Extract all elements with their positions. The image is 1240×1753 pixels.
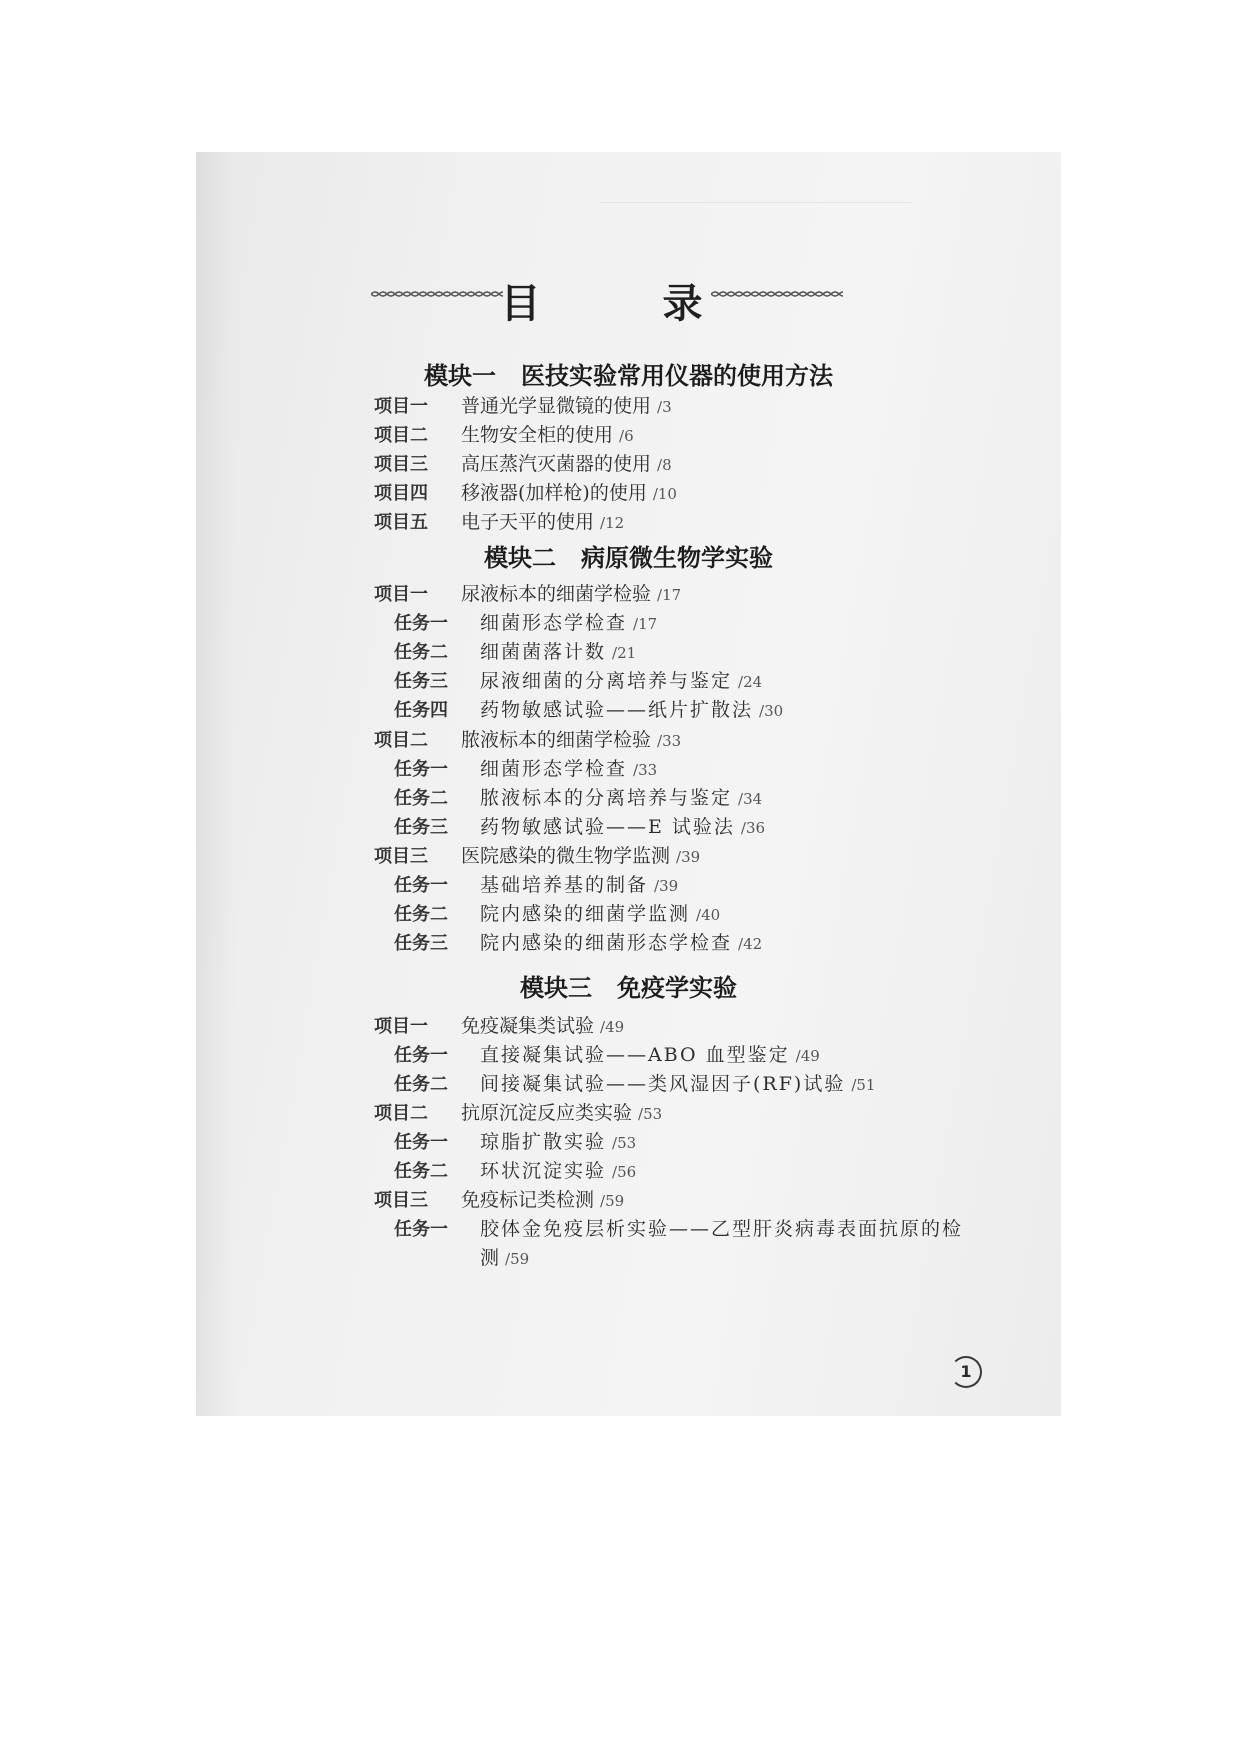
toc-entry: 项目三 免疫标记类检测 /59 [374, 1189, 625, 1211]
toc-subentry: 任务三 尿液细菌的分离培养与鉴定 /24 [394, 670, 763, 692]
toc-subentry: 任务二 脓液标本的分离培养与鉴定 /34 [394, 787, 763, 809]
toc-entry: 项目一 尿液标本的细菌学检验 /17 [374, 583, 682, 605]
page-number: 1 [950, 1356, 982, 1388]
running-header-line [601, 180, 911, 203]
toc-entry: 项目五 电子天平的使用 /12 [374, 511, 625, 533]
toc-entry: 项目四 移液器(加样枪)的使用 /10 [374, 482, 677, 504]
toc-subentry: 任务三 院内感染的细菌形态学检查 /42 [394, 932, 763, 954]
title-ornament-right [711, 290, 843, 298]
toc-subentry: 任务一 直接凝集试验——ABO 血型鉴定 /49 [394, 1044, 820, 1066]
toc-entry: 项目三 高压蒸汽灭菌器的使用 /8 [374, 453, 672, 475]
toc-entry: 项目三 医院感染的微生物学监测 /39 [374, 845, 701, 867]
toc-subentry: 任务四 药物敏感试验——纸片扩散法 /30 [394, 699, 784, 721]
toc-subentry: 任务一 琼脂扩散实验 /53 [394, 1131, 637, 1153]
module-heading: 模块二 病原微生物学实验 [483, 544, 774, 572]
toc-subentry: 任务二 院内感染的细菌学监测 /40 [394, 903, 721, 925]
toc-entry: 项目二 抗原沉淀反应类实验 /53 [374, 1102, 663, 1124]
toc-subentry: 任务一 胶体金免疫层析实验——乙型肝炎病毒表面抗原的检 [394, 1218, 964, 1240]
toc-entry: 项目二 脓液标本的细菌学检验 /33 [374, 729, 682, 751]
toc-entry: 项目二 生物安全柜的使用 /6 [374, 424, 634, 446]
scanned-page [196, 152, 1061, 1416]
module-heading: 模块一 医技实验常用仪器的使用方法 [423, 362, 834, 390]
toc-subentry: 任务一 基础培养基的制备 /39 [394, 874, 679, 896]
toc-title: 目 录 [500, 281, 757, 327]
toc-subentry-continuation: 测 /59 [480, 1247, 530, 1269]
toc-subentry: 任务一 细菌形态学检查 /33 [394, 758, 658, 780]
toc-subentry: 任务三 药物敏感试验——E 试验法 /36 [394, 816, 766, 838]
toc-subentry: 任务一 细菌形态学检查 /17 [394, 612, 658, 634]
toc-subentry: 任务二 细菌菌落计数 /21 [394, 641, 637, 663]
module-heading: 模块三 免疫学实验 [519, 974, 738, 1002]
toc-entry: 项目一 免疫凝集类试验 /49 [374, 1015, 625, 1037]
toc-entry: 项目一 普通光学显微镜的使用 /3 [374, 395, 672, 417]
toc-subentry: 任务二 环状沉淀实验 /56 [394, 1160, 637, 1182]
toc-subentry: 任务二 间接凝集试验——类风湿因子(RF)试验 /51 [394, 1073, 876, 1095]
